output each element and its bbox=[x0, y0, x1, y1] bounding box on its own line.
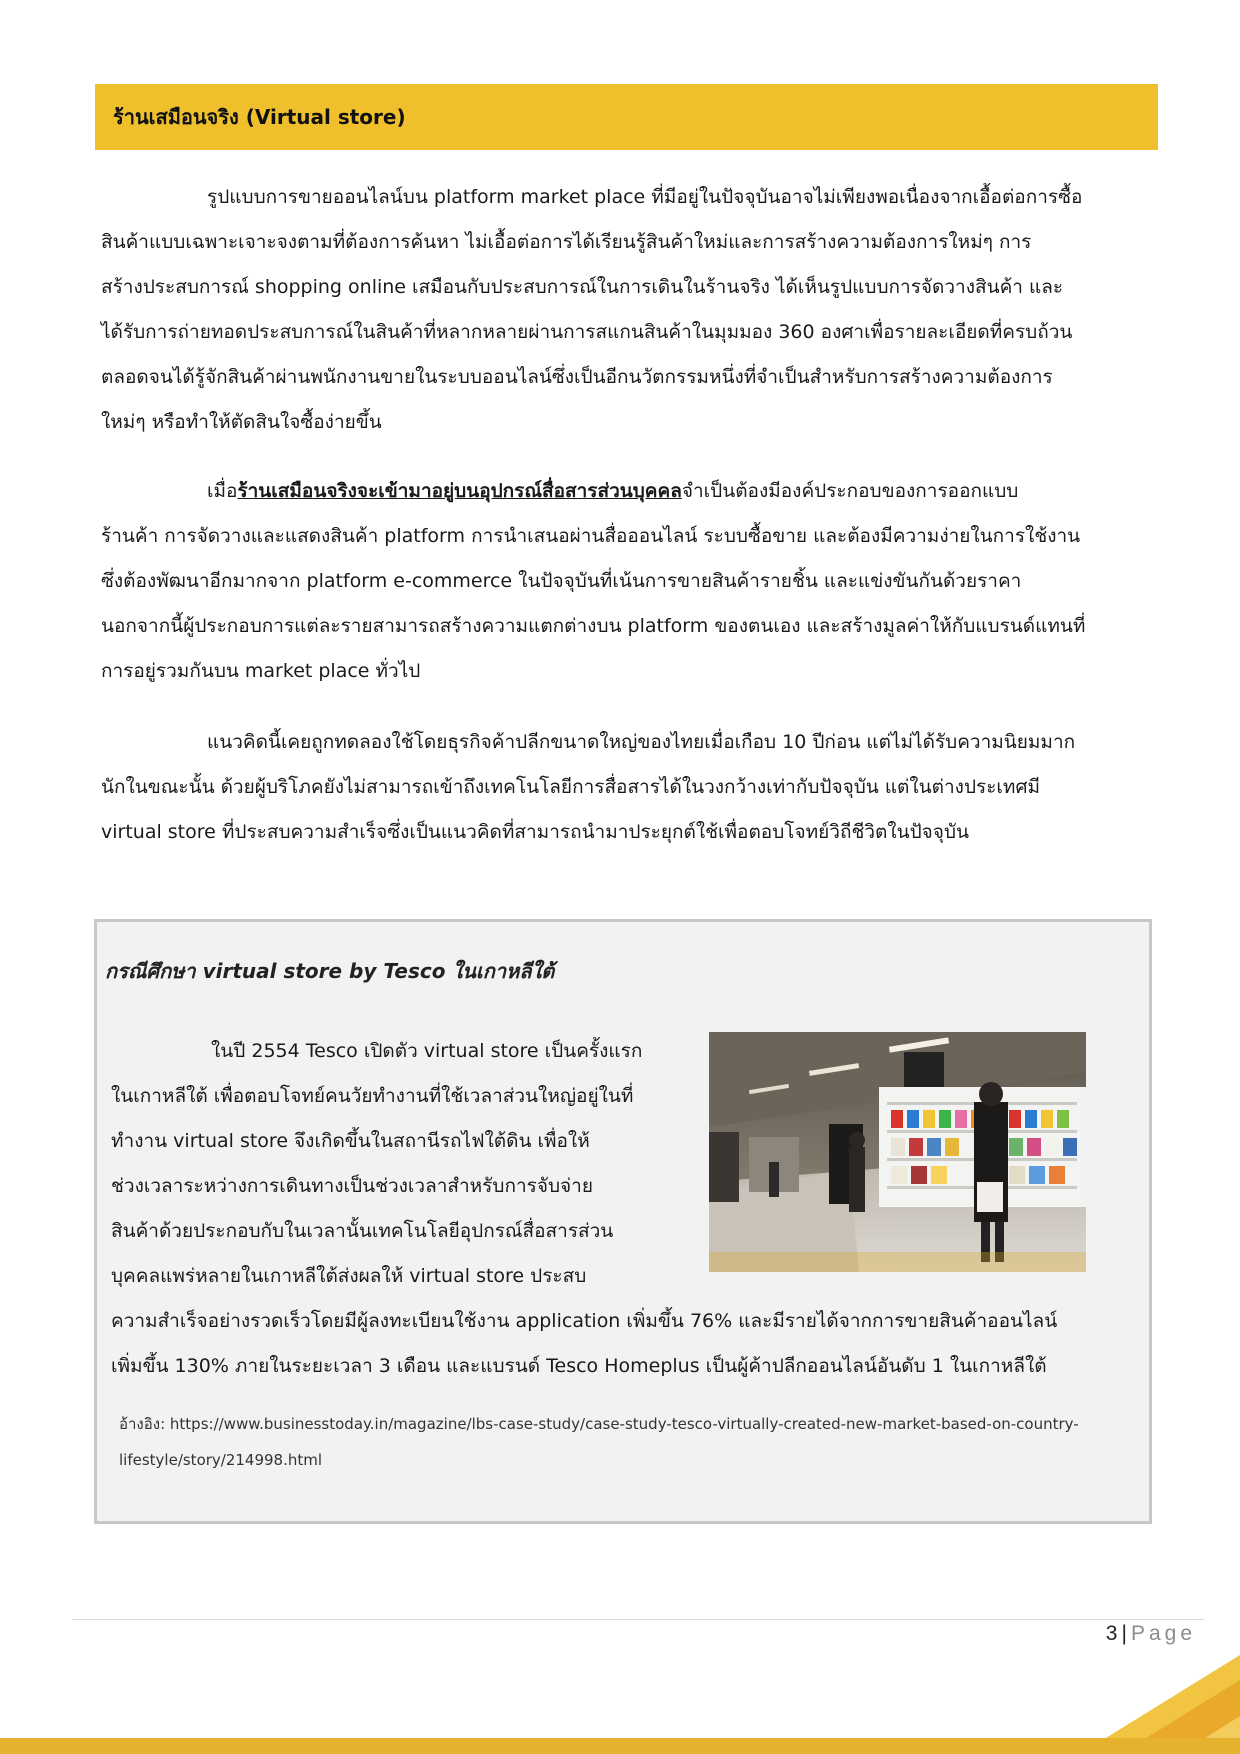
text-line: ใหม่ๆ หรือทำให้ตัดสินใจซื้อง่ายขึ้น bbox=[101, 411, 382, 433]
text-line: บุคคลแพร่หลายในเกาหลีใต้ส่งผลให้ virtual store ประสบ bbox=[111, 1265, 587, 1287]
page-separator: | bbox=[1121, 1622, 1127, 1645]
text-line: สินค้าแบบเฉพาะเจาะจงตามที่ต้องการค้นหา ไม่เอื้อต่อการได้เรียนรู้สินค้าใหม่และการสร้างความต้องการใหม่ๆ การ bbox=[101, 231, 1032, 253]
text-line: สินค้าด้วยประกอบกับในเวลานั้นเทคโนโลยีอุปกรณ์สื่อสารส่วน bbox=[111, 1220, 614, 1242]
text-line: นอกจากนี้ผู้ประกอบการแต่ละรายสามารถสร้างความแตกต่างบน platform ของตนเอง และสร้างมูลค่าให้กับแบรนด์แทนที่ bbox=[101, 615, 1086, 637]
page-word: Page bbox=[1130, 1622, 1196, 1645]
lead-word: เมื่อ bbox=[207, 480, 238, 502]
text-line: ตลอดจนได้รู้จักสินค้าผ่านพนักงานขายในระบบออนไลน์ซึ่งเป็นอีกนวัตกรรมหนึ่งที่จำเป็นสำหรับการสร้างความต้องการ bbox=[101, 366, 1053, 388]
case-study-text bbox=[111, 1029, 1141, 1389]
text-line: ในปี 2554 Tesco เปิดตัว virtual store เป็นครั้งแรก bbox=[211, 1040, 643, 1062]
text-line: แนวคิดนี้เคยถูกทดลองใช้โดยธุรกิจค้าปลีกขนาดใหญ่ของไทยเมื่อเกือบ 10 ปีก่อน แต่ไม่ได้รับความนิยมมาก bbox=[207, 731, 1076, 753]
text-line: ทำงาน virtual store จึงเกิดขึ้นในสถานีรถไฟใต้ดิน เพื่อให้ bbox=[111, 1130, 590, 1152]
paragraph-intro bbox=[101, 175, 1141, 445]
text-line: สร้างประสบการณ์ shopping online เสมือนกับประสบการณ์ในการเดินในร้านจริง ได้เห็นรูปแบบการจัดวางสินค้า และ bbox=[101, 276, 1064, 298]
text-line: การอยู่รวมกันบน market place ทั่วไป bbox=[101, 660, 421, 682]
case-study-title: กรณีศึกษา virtual store by Tesco ในเกาหลีใต้ bbox=[105, 959, 555, 983]
paragraph-history bbox=[101, 720, 1141, 855]
reference-line[interactable]: อ้างอิง: https://www.businesstoday.in/magazine/lbs-case-study/case-study-tesco-virtually-created-new-market-based-on-country- bbox=[119, 1415, 1079, 1433]
emphasized-phrase: ร้านเสมือนจริงจะเข้ามาอยู่บนอุปกรณ์สื่อสารส่วนบุคคล bbox=[237, 480, 682, 502]
text-line: ช่วงเวลาระหว่างการเดินทางเป็นช่วงเวลาสำหรับการจับจ่าย bbox=[111, 1175, 593, 1197]
text-line bbox=[101, 469, 1141, 514]
text-line: virtual store ที่ประสบความสำเร็จซึ่งเป็นแนวคิดที่สามารถนำมาประยุกต์ใช้เพื่อตอบโจทย์วิถีชีวิตในปัจจุบัน bbox=[101, 821, 969, 843]
reference-citation bbox=[119, 1406, 1129, 1478]
line-rest: จำเป็นต้องมีองค์ประกอบของการออกแบบ bbox=[681, 480, 1019, 502]
text-line: ความสำเร็จอย่างรวดเร็วโดยมีผู้ลงทะเบียนใช้งาน application เพิ่มขึ้น 76% และมีรายได้จากการขายสินค้าออนไลน์ bbox=[111, 1310, 1058, 1332]
text-line: นักในขณะนั้น ด้วยผู้บริโภคยังไม่สามารถเข้าถึงเทคโนโลยีการสื่อสารได้ในวงกว้างเท่ากับปัจจุบัน แต่ในต่างประเทศมี bbox=[101, 776, 1041, 798]
text-line: เพิ่มขึ้น 130% ภายในระยะเวลา 3 เดือน และแบรนด์ Tesco Homeplus เป็นผู้ค้าปลีกออนไลน์อันดับ 1 ในเกาหลีใต้ bbox=[111, 1355, 1047, 1377]
text-line: ซึ่งต้องพัฒนาอีกมากจาก platform e-commerce ในปัจจุบันที่เน้นการขายสินค้ารายชิ้น และแข่งขันกันด้วยราคา bbox=[101, 570, 1022, 592]
section-header bbox=[95, 84, 1158, 150]
reference-line[interactable]: lifestyle/story/214998.html bbox=[119, 1451, 323, 1469]
case-study-box bbox=[94, 919, 1152, 1524]
paragraph-virtual-store-design bbox=[101, 469, 1141, 694]
text-line: รูปแบบการขายออนไลน์บน platform market place ที่มีอยู่ในปัจจุบันอาจไม่เพียงพอเนื่องจากเอื้อต่อการซื้อ bbox=[207, 186, 1083, 208]
page-number: 3 bbox=[1105, 1622, 1118, 1645]
footer-divider bbox=[72, 1619, 1204, 1620]
text-line: ร้านค้า การจัดวางและแสดงสินค้า platform การนำเสนอผ่านสื่อออนไลน์ ระบบซื้อขาย และต้องมีความง่ายในการใช้งาน bbox=[101, 525, 1081, 547]
text-line: ได้รับการถ่ายทอดประสบการณ์ในสินค้าที่หลากหลายผ่านการสแกนสินค้าในมุมมอง 360 องศาเพื่อรายละเอียดที่ครบถ้วน bbox=[101, 321, 1073, 343]
section-title: ร้านเสมือนจริง (Virtual store) bbox=[113, 105, 406, 129]
page-footer bbox=[1106, 1622, 1196, 1646]
text-line: ในเกาหลีใต้ เพื่อตอบโจทย์คนวัยทำงานที่ใช้เวลาส่วนใหญ่อยู่ในที่ bbox=[111, 1085, 634, 1107]
